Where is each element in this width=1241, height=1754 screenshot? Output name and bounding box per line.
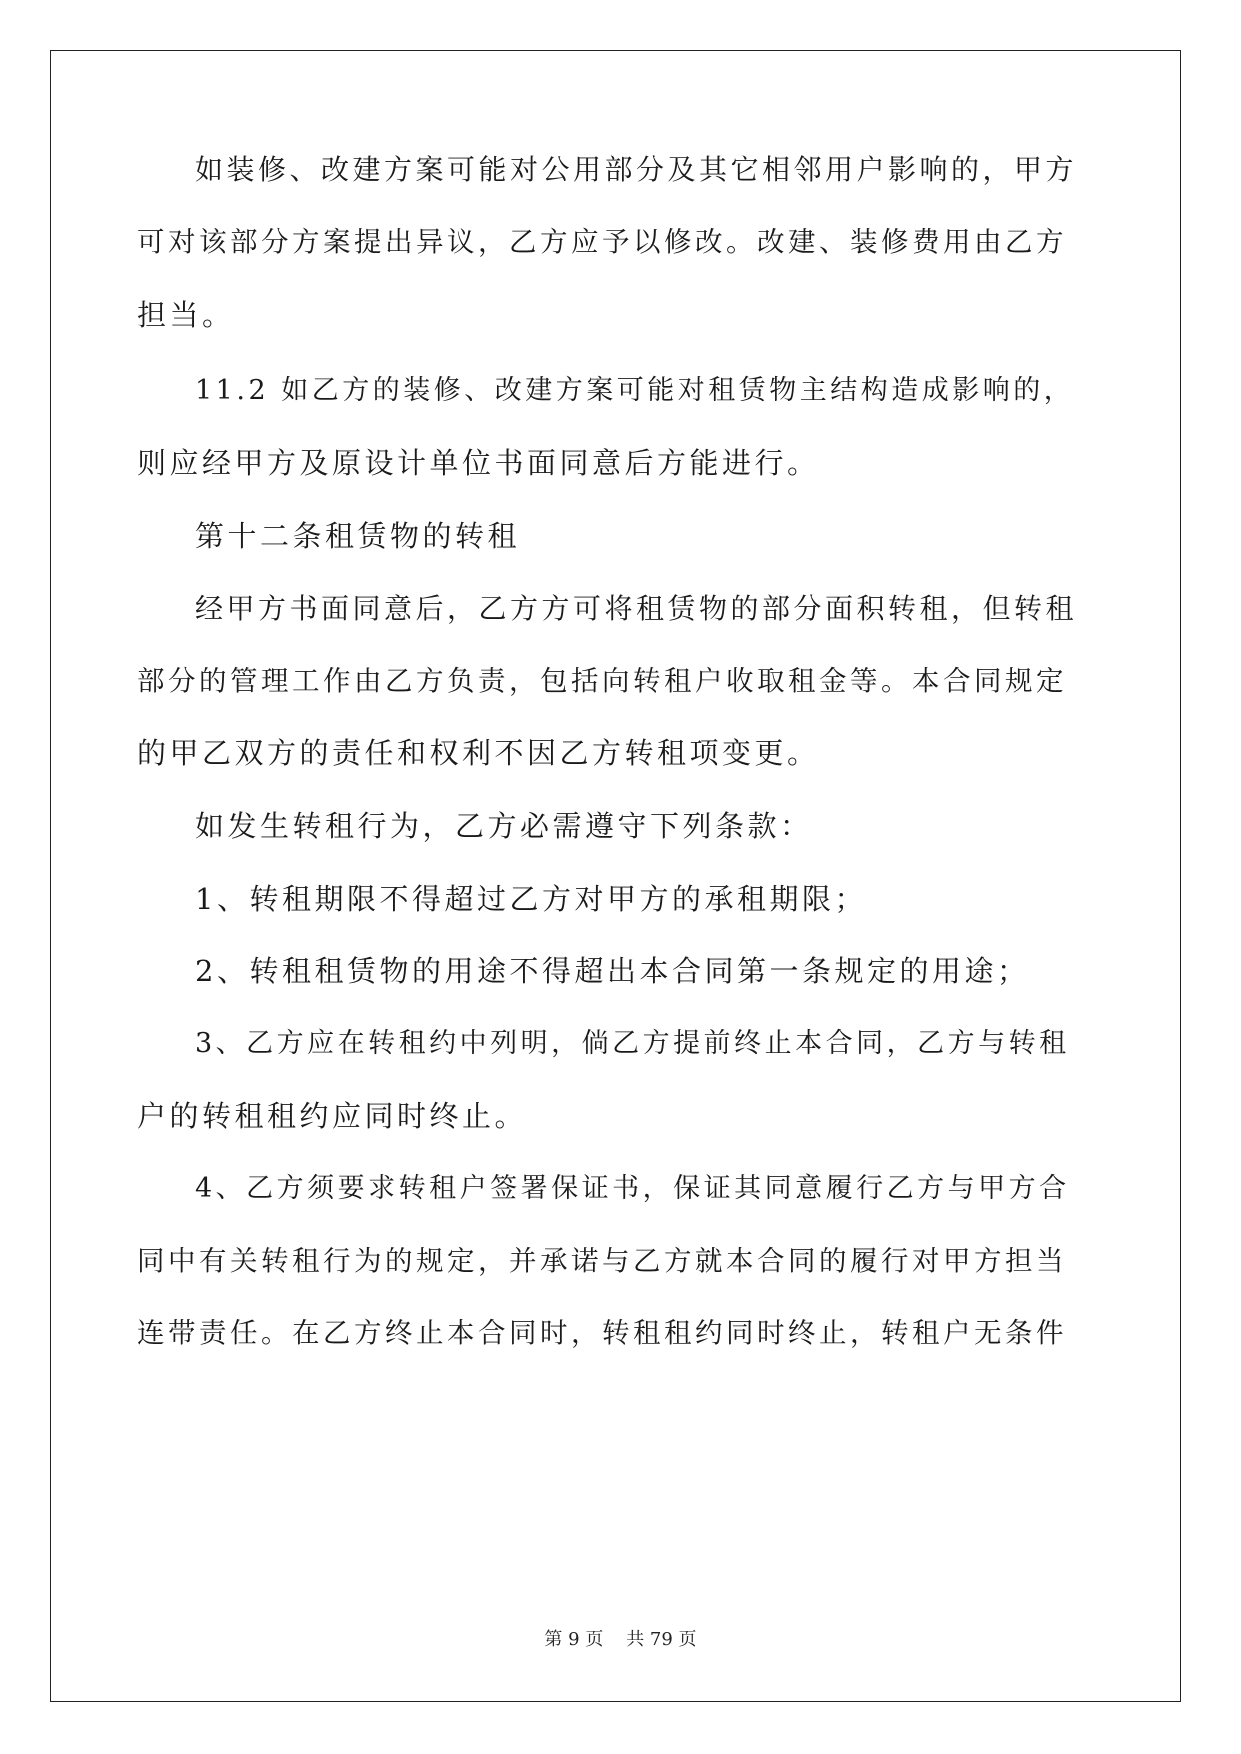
paragraph-line: 连带责任。在乙方终止本合同时，转租租约同时终止，转租户无条件 bbox=[137, 1317, 1067, 1349]
paragraph-line: 如发生转租行为，乙方必需遵守下列条款： bbox=[195, 809, 813, 843]
paragraph-line: 担当。 bbox=[137, 298, 235, 332]
list-item: 1、转租期限不得超过乙方对甲方的承租期限； bbox=[195, 882, 867, 916]
list-item: 2、转租租赁物的用途不得超出本合同第一条规定的用途； bbox=[195, 954, 1030, 988]
paragraph-line: 则应经甲方及原设计单位书面同意后方能进行。 bbox=[137, 446, 820, 480]
section-heading: 第十二条租赁物的转租 bbox=[195, 519, 521, 553]
paragraph-line: 经甲方书面同意后，乙方方可将租赁物的部分面积转租，但转租 bbox=[195, 592, 1078, 625]
paragraph-line: 部分的管理工作由乙方负责，包括向转租户收取租金等。本合同规定 bbox=[137, 665, 1067, 697]
paragraph-line: 户的转租租约应同时终止。 bbox=[137, 1099, 528, 1133]
list-item: 4、乙方须要求转租户签署保证书，保证其同意履行乙方与甲方合 bbox=[195, 1173, 1070, 1204]
page-number-footer: 第 9 页 共 79 页 bbox=[544, 1629, 697, 1650]
paragraph-line: 11.2 如乙方的装修、改建方案可能对租赁物主结构造成影响的， bbox=[195, 375, 1075, 406]
paragraph-line: 的甲乙双方的责任和权利不因乙方转租项变更。 bbox=[137, 736, 820, 770]
paragraph-line: 同中有关转租行为的规定，并承诺与乙方就本合同的履行对甲方担当 bbox=[137, 1245, 1067, 1277]
list-item: 3、乙方应在转租约中列明，倘乙方提前终止本合同，乙方与转租 bbox=[195, 1028, 1070, 1059]
paragraph-line: 可对该部分方案提出异议，乙方应予以修改。改建、装修费用由乙方 bbox=[137, 226, 1067, 258]
paragraph-line: 如装修、改建方案可能对公用部分及其它相邻用户影响的，甲方 bbox=[195, 153, 1078, 186]
